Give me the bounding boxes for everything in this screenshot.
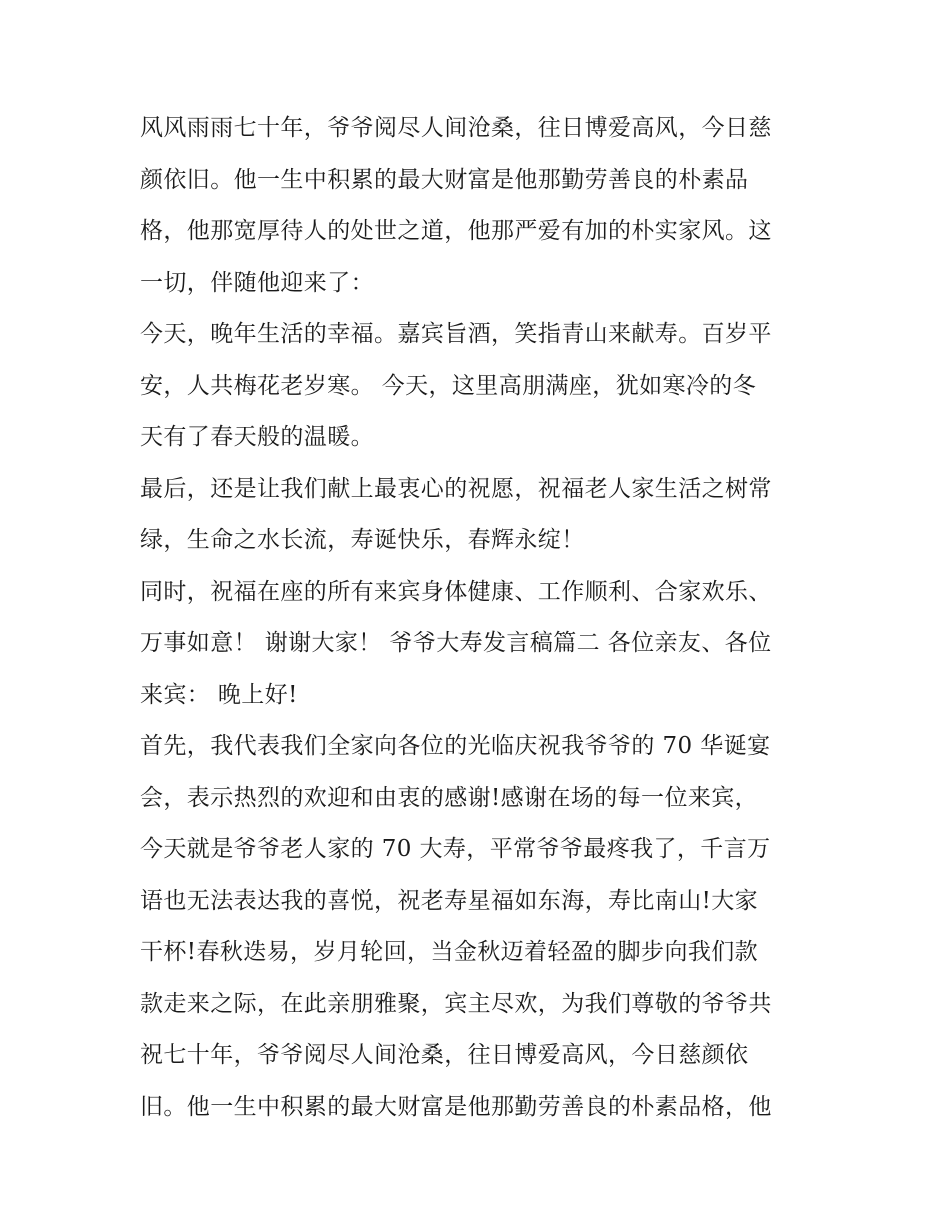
text-line: 干杯!春秋迭易，岁月轮回，当金秋迈着轻盈的脚步向我们款 xyxy=(140,939,759,965)
text-line: 安，人共梅花老岁寒。 今天，这里高朋满座，犹如寒冷的冬 xyxy=(140,372,757,399)
text-line: 来宾： 晚上好! xyxy=(140,681,298,708)
text-line: 万事如意！ 谢谢大家！ 爷爷大寿发言稿篇二 各位亲友、各位 xyxy=(140,630,772,656)
text-line: 最后，还是让我们献上最衷心的祝愿，祝福老人家生活之树常 xyxy=(140,475,772,502)
document-body xyxy=(140,103,820,1133)
text-line: 颜依旧。他一生中积累的最大财富是他那勤劳善良的朴素品 xyxy=(140,166,749,193)
text-line: 今天，晚年生活的幸福。嘉宾旨酒，笑指青山来献寿。百岁平 xyxy=(140,321,772,347)
text-line: 天有了春天般的温暖。 xyxy=(140,424,374,450)
text-line: 同时，祝福在座的所有来宾身体健康、工作顺利、合家欢乐、 xyxy=(140,578,772,605)
text-line: 语也无法表达我的喜悦，祝老寿星福如东海，寿比南山!大家 xyxy=(140,887,759,914)
text-line: 风风雨雨七十年，爷爷阅尽人间沧桑，往日博爱高风，今日慈 xyxy=(140,115,772,141)
text-line: 首先，我代表我们全家向各位的光临庆祝我爷爷的 70 华诞宴 xyxy=(140,733,771,759)
text-line: 旧。他一生中积累的最大财富是他那勤劳善良的朴素品格，他 xyxy=(140,1093,772,1120)
text-line: 绿，生命之水长流，寿诞快乐，春辉永绽！ xyxy=(140,527,585,553)
text-line: 一切，伴随他迎来了： xyxy=(140,269,374,296)
text-line: 款走来之际，在此亲朋雅聚，宾主尽欢，为我们尊敬的爷爷共 xyxy=(140,990,772,1017)
text-line: 祝七十年，爷爷阅尽人间沧桑，往日博爱高风，今日慈颜依 xyxy=(140,1042,749,1068)
text-line: 今天就是爷爷老人家的 70 大寿，平常爷爷最疼我了，千言万 xyxy=(140,836,771,862)
text-line: 格，他那宽厚待人的处世之道，他那严爱有加的朴实家风。这 xyxy=(140,218,772,244)
text-line: 会，表示热烈的欢迎和由衷的感谢!感谢在场的每一位来宾， xyxy=(140,784,759,811)
